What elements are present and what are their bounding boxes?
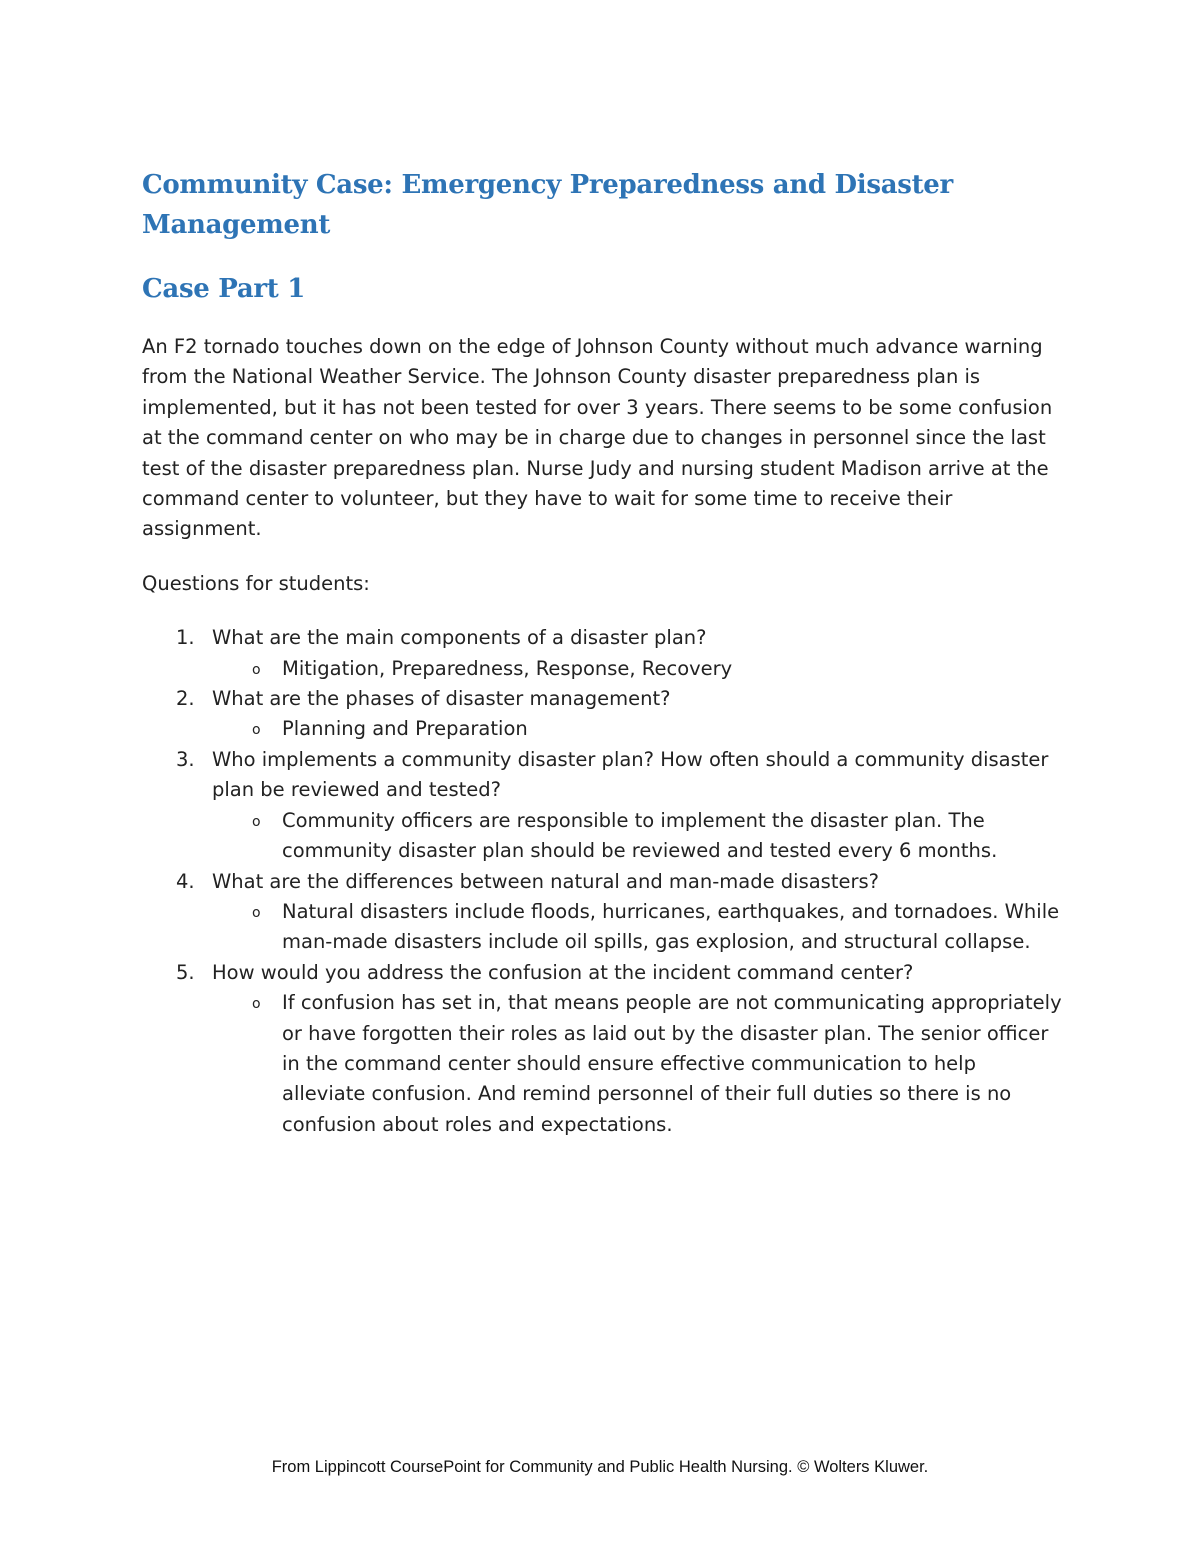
question-item xyxy=(142,623,1062,684)
bullet-icon: o xyxy=(252,722,261,739)
question-text: What are the phases of disaster management? xyxy=(212,687,671,711)
questions-list xyxy=(142,623,1062,1140)
bullet-icon: o xyxy=(252,813,261,830)
answer-list xyxy=(212,806,1062,867)
answer-list xyxy=(212,897,1062,958)
question-item xyxy=(142,684,1062,745)
question-item xyxy=(142,867,1062,958)
answer-item xyxy=(212,714,1062,744)
bullet-icon: o xyxy=(252,996,261,1013)
question-number: 4. xyxy=(176,869,195,893)
question-text: What are the differences between natural and man-made disasters? xyxy=(212,869,880,893)
case-paragraph: An F2 tornado touches down on the edge of Johnson County without much advance warning from the National Weather Service. The Johnson County disaster preparedness plan is implemented, but it has not been tested for over 3 years. There seems to be some confusion at the command center on who may be in charge due to changes in personnel since the last test of the disaster preparedness plan. Nurse Judy and nursing student Madison arrive at the command center to volunteer, but they have to wait for some time to receive their assignment. xyxy=(142,335,1053,541)
question-text: How would you address the confusion at the incident command center? xyxy=(212,960,914,984)
answer-text: Mitigation, Preparedness, Response, Recovery xyxy=(282,656,733,680)
answer-item xyxy=(212,897,1062,958)
answer-text: Community officers are responsible to implement the disaster plan. The community disaster plan should be reviewed and tested every 6 months. xyxy=(282,808,998,863)
answer-item xyxy=(212,988,1062,1140)
question-text: Who implements a community disaster plan? How often should a community disaster plan be reviewed and tested? xyxy=(212,747,1049,802)
answer-list xyxy=(212,654,1062,684)
bullet-icon: o xyxy=(252,661,261,678)
question-number: 1. xyxy=(176,626,195,650)
document-content xyxy=(142,165,1062,1140)
answer-item xyxy=(212,654,1062,684)
question-item xyxy=(142,745,1062,867)
answer-item xyxy=(212,806,1062,867)
answer-text: Natural disasters include floods, hurricanes, earthquakes, and tornadoes. While man-made disasters include oil spills, gas explosion, and structural collapse. xyxy=(282,899,1060,954)
question-number: 5. xyxy=(176,960,195,984)
question-number: 2. xyxy=(176,687,195,711)
bullet-icon: o xyxy=(252,904,261,921)
document-title: Community Case: Emergency Preparedness and Disaster Management xyxy=(142,170,953,240)
answer-list xyxy=(212,988,1062,1140)
answer-text: If confusion has set in, that means people are not communicating appropriately or have forgotten their roles as laid out by the disaster plan. The senior officer in the command center should ensure effective communication to help alleviate confusion. And remind personnel of their full duties so there is no confusion about roles and expectations. xyxy=(282,991,1062,1136)
question-number: 3. xyxy=(176,747,195,771)
question-item xyxy=(142,958,1062,1140)
questions-label: Questions for students: xyxy=(142,571,370,595)
answer-text: Planning and Preparation xyxy=(282,717,528,741)
page-footer: From Lippincott CoursePoint for Community and Public Health Nursing. © Wolters Kluwer. xyxy=(271,1458,929,1476)
question-text: What are the main components of a disaster plan? xyxy=(212,626,707,650)
section-heading: Case Part 1 xyxy=(142,274,306,304)
answer-list xyxy=(212,714,1062,744)
